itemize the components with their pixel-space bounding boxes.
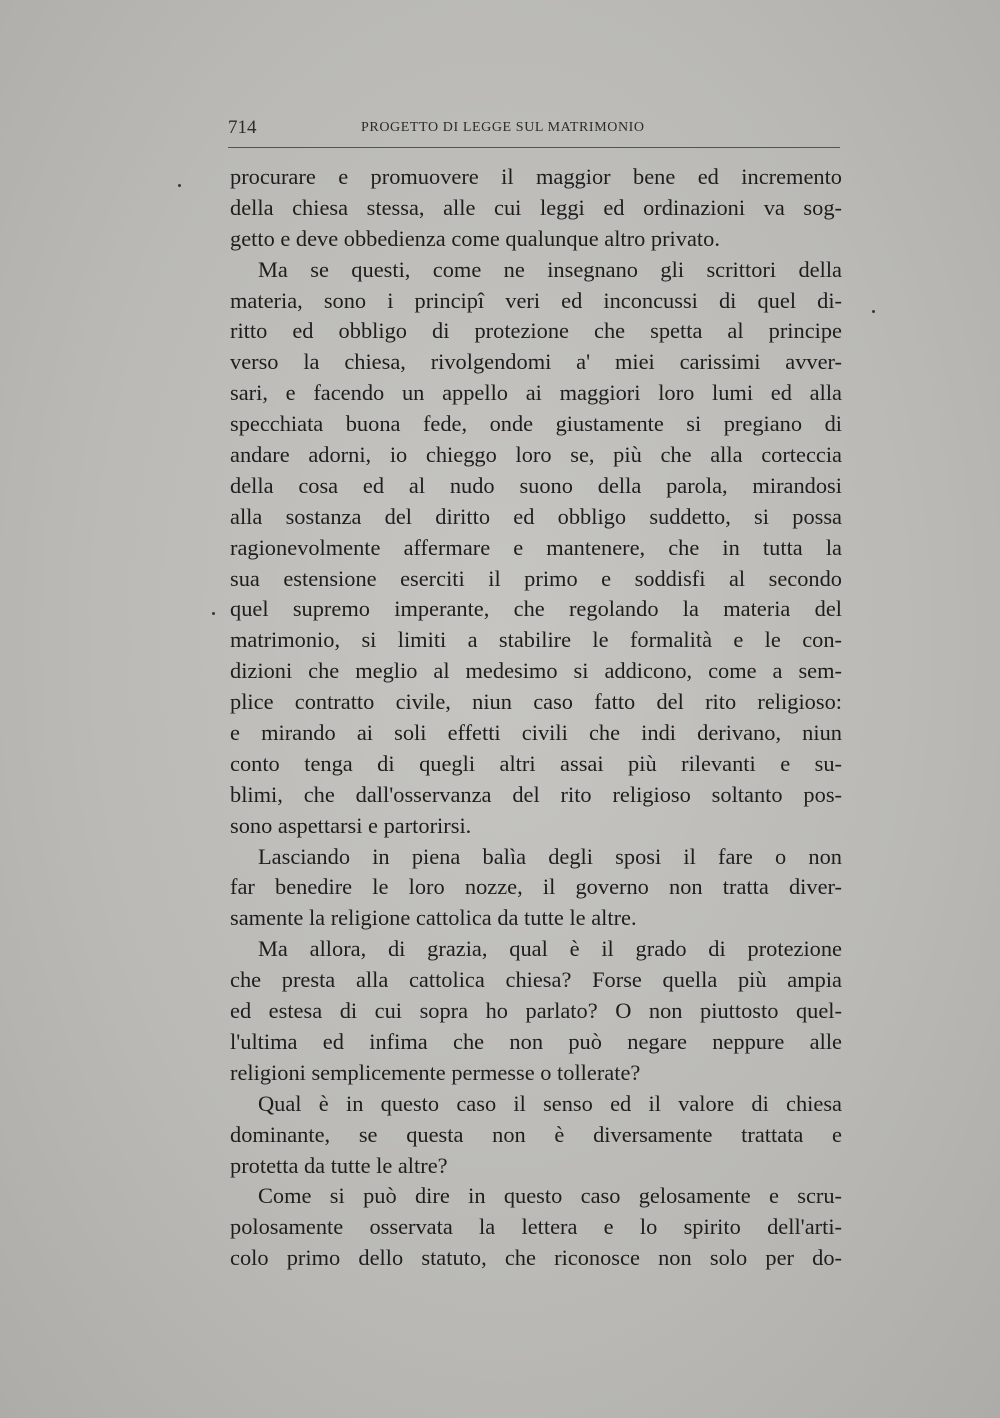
text-line: samente la religione cattolica da tutte le altre.: [230, 905, 637, 931]
text-line: materia, sono i principî veri ed inconcussi di quel di-: [230, 287, 842, 313]
print-speck: [872, 310, 875, 313]
text-line: della chiesa stessa, alle cui leggi ed ordinazioni va sog-: [230, 194, 842, 220]
text-line: matrimonio, si limiti a stabilire le formalità e le con-: [230, 627, 842, 653]
text-line: plice contratto civile, niun caso fatto del rito religioso:: [230, 689, 842, 715]
text-line: conto tenga di quegli altri assai più rilevanti e su-: [230, 750, 842, 776]
text-line: sua estensione eserciti il primo e soddisfi al secondo: [230, 565, 842, 591]
text-line: colo primo dello statuto, che riconosce non solo per do-: [230, 1245, 842, 1271]
text-line: getto e deve obbedienza come qualunque altro privato.: [230, 225, 720, 251]
body-text: [230, 162, 842, 1274]
text-line: che presta alla cattolica chiesa? Forse quella più ampia: [230, 967, 842, 993]
text-line: e mirando ai soli effetti civili che indi derivano, niun: [230, 720, 842, 746]
text-line: andare adorni, io chieggo loro se, più che alla corteccia: [230, 442, 842, 468]
text-line: protetta da tutte le altre?: [230, 1152, 448, 1178]
text-line: della cosa ed al nudo suono della parola, mirandosi: [230, 472, 842, 498]
running-title: PROGETTO DI LEGGE SUL MATRIMONIO: [361, 120, 645, 135]
text-line: polosamente osservata la lettera e lo spirito dell'arti-: [230, 1214, 842, 1240]
text-line: ritto ed obbligo di protezione che spetta al principe: [230, 318, 842, 344]
text-line: Qual è in questo caso il senso ed il valore di chiesa: [258, 1090, 842, 1116]
text-line: l'ultima ed infima che non può negare neppure alle: [230, 1028, 842, 1054]
page-header: [228, 117, 840, 148]
text-line: alla sostanza del diritto ed obbligo suddetto, si possa: [230, 503, 842, 529]
text-line: Ma se questi, come ne insegnano gli scrittori della: [258, 256, 842, 282]
text-line: ragionevolmente affermare e mantenere, che in tutta la: [230, 534, 842, 560]
text-line: dizioni che meglio al medesimo si addicono, come a sem-: [230, 658, 842, 684]
text-line: sari, e facendo un appello ai maggiori loro lumi ed alla: [230, 380, 842, 406]
page-number: 714: [228, 117, 257, 138]
text-line: quel supremo imperante, che regolando la materia del: [230, 596, 842, 622]
text-line: dominante, se questa non è diversamente trattata e: [230, 1121, 842, 1147]
text-line: blimi, che dall'osservanza del rito religioso soltanto pos-: [230, 781, 842, 807]
text-line: Ma allora, di grazia, qual è il grado di protezione: [258, 936, 842, 962]
print-speck: [178, 184, 181, 187]
text-line: Come si può dire in questo caso gelosamente e scru-: [258, 1183, 842, 1209]
text-line: procurare e promuovere il maggior bene ed incremento: [230, 164, 842, 189]
text-line: ed estesa di cui sopra ho parlato? O non piuttosto quel-: [230, 998, 842, 1024]
text-line: religioni semplicemente permesse o tollerate?: [230, 1059, 641, 1085]
text-line: specchiata buona fede, onde giustamente si pregiano di: [230, 411, 842, 437]
print-speck: [212, 612, 215, 615]
text-line: verso la chiesa, rivolgendomi a' miei carissimi avver-: [230, 349, 842, 375]
text-line: far benedire le loro nozze, il governo non tratta diver-: [230, 874, 842, 900]
text-line: Lasciando in piena balìa degli sposi il fare o non: [258, 843, 842, 869]
text-line: sono aspettarsi e partorirsi.: [230, 812, 472, 838]
